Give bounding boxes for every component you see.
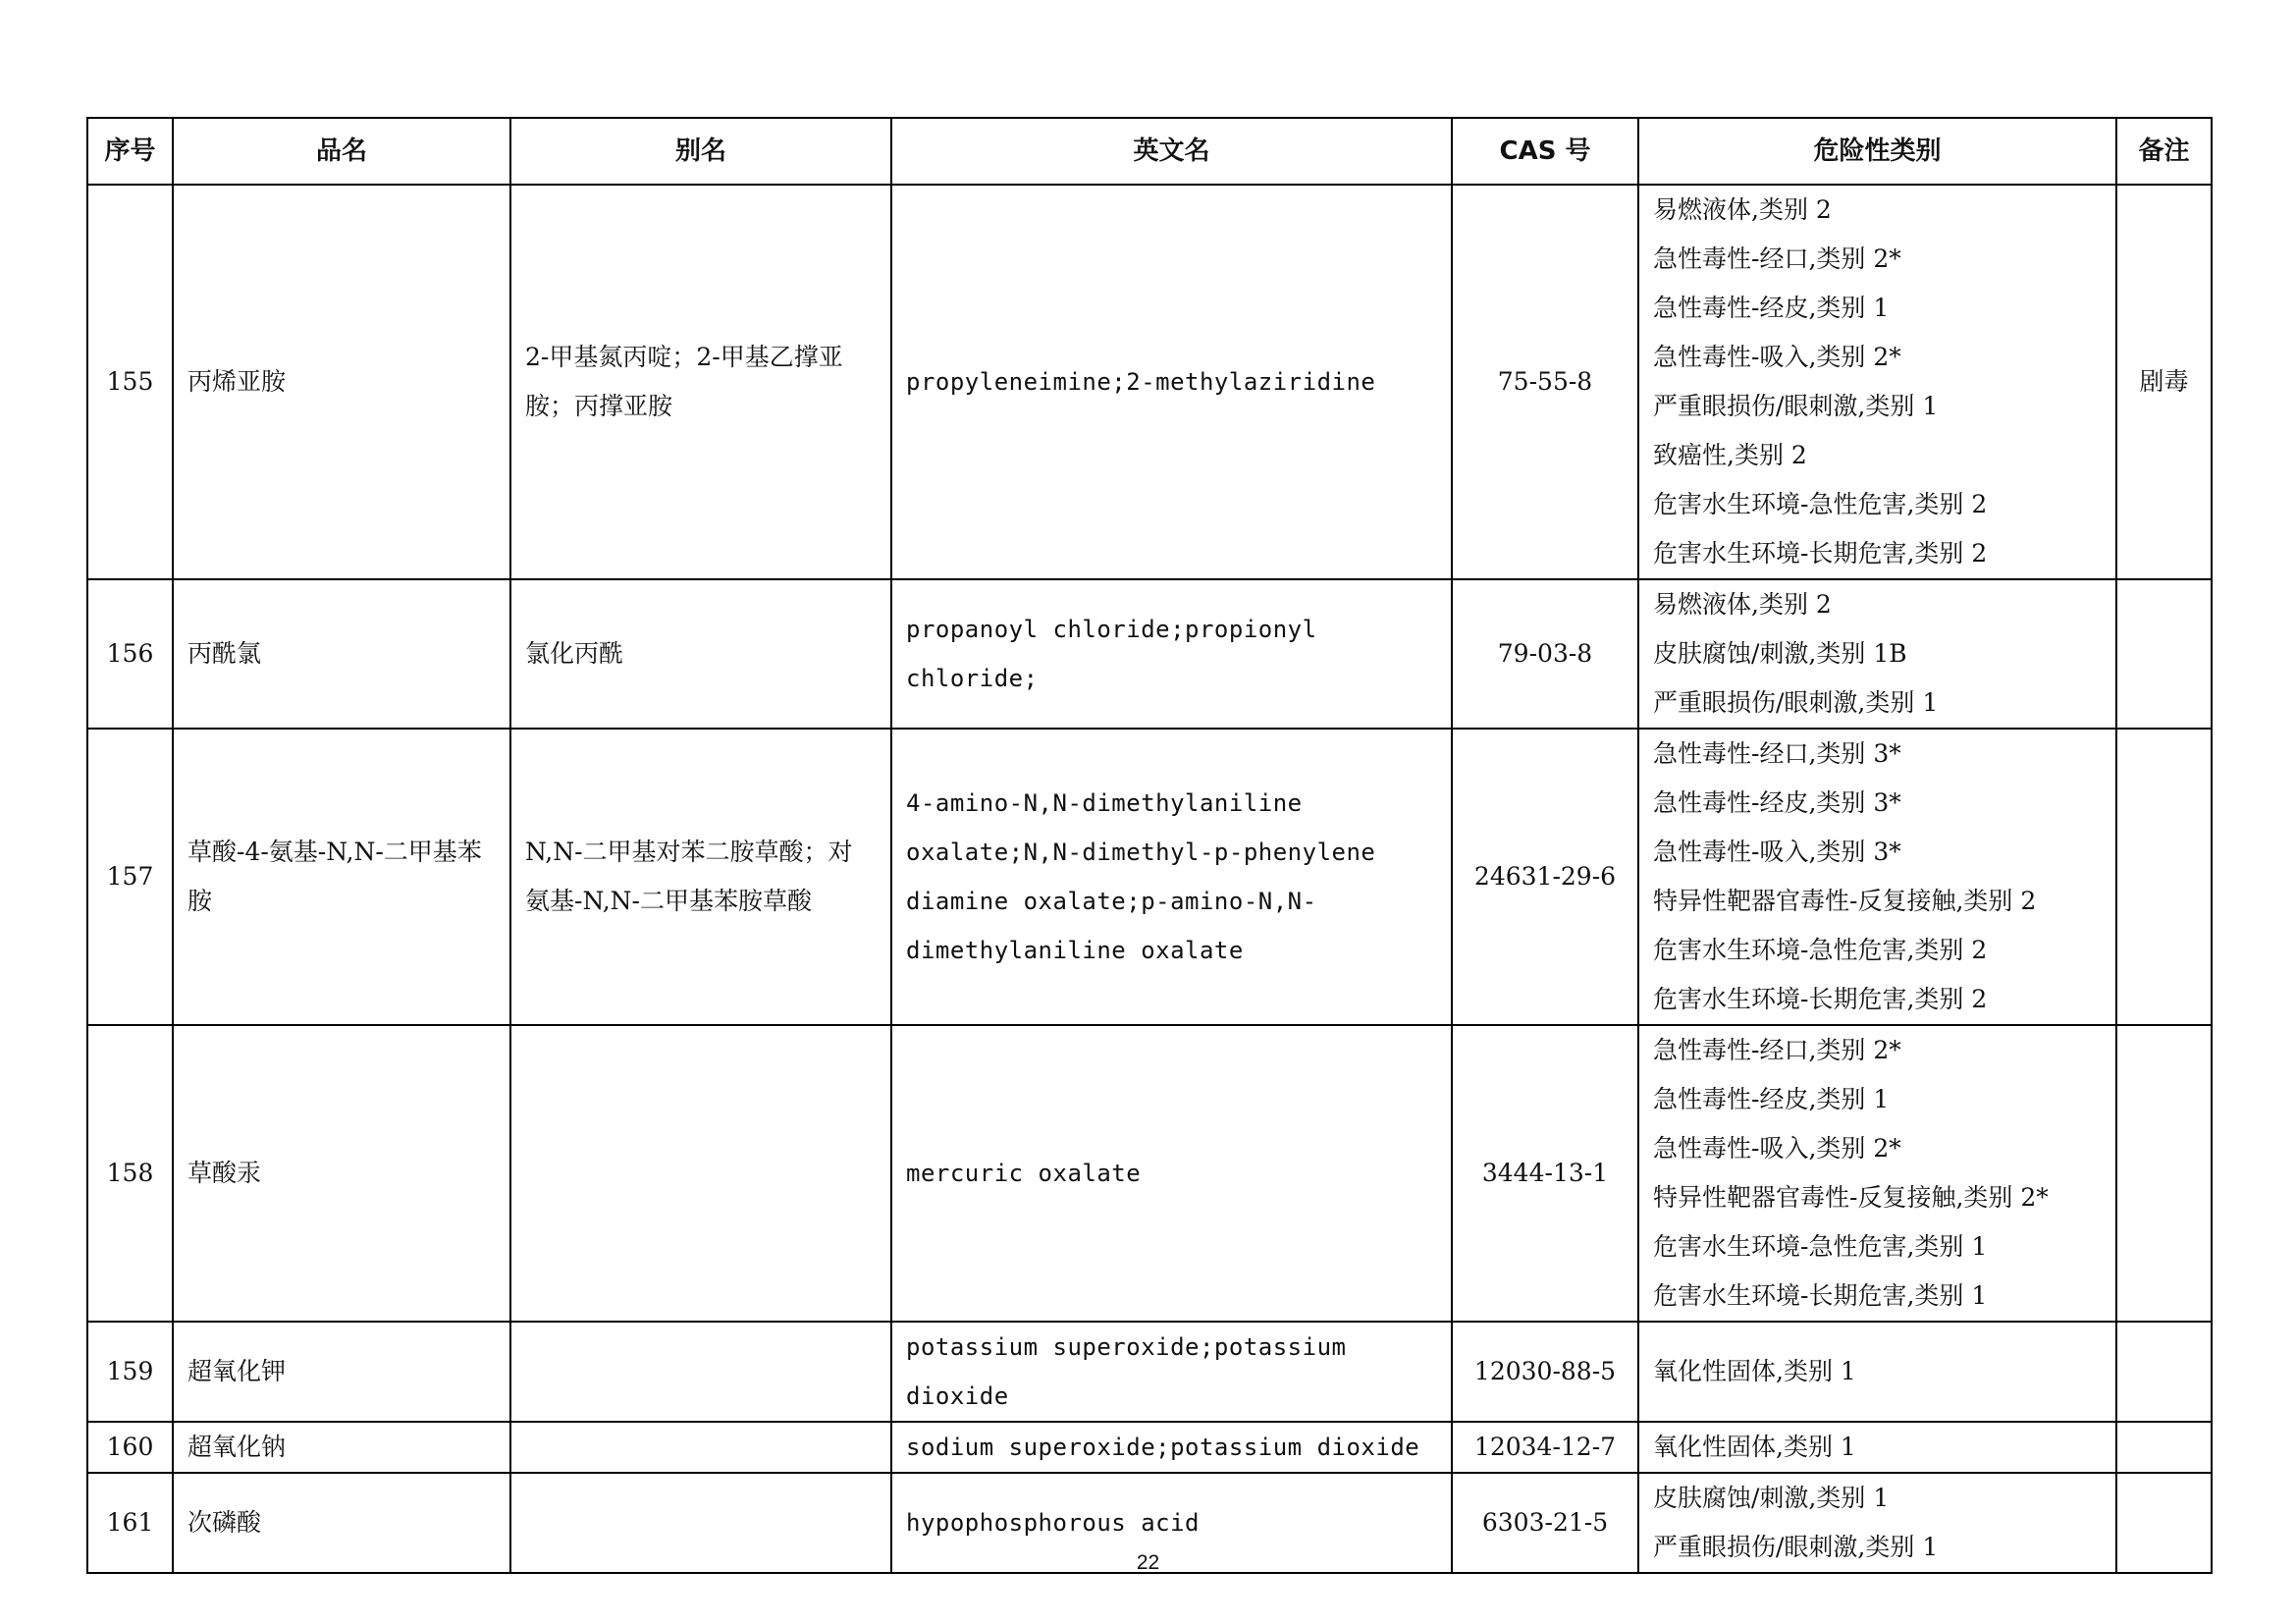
hazard-item: 急性毒性-经皮,类别 1 [1653, 1085, 1890, 1113]
cell-english: potassium superoxide;potassium dioxide [891, 1322, 1452, 1422]
header-hazard: 危险性类别 [1638, 118, 2116, 185]
table-row [87, 185, 2212, 579]
hazard-item: 易燃液体,类别 2 [1653, 195, 1832, 224]
cell-alias: 2-甲基氮丙啶；2-甲基乙撑亚胺；丙撑亚胺 [510, 185, 891, 579]
table-row [87, 1025, 2212, 1322]
cell-note [2116, 579, 2212, 729]
hazard-item: 危害水生环境-长期危害,类别 1 [1653, 1281, 1988, 1310]
table-row [87, 579, 2212, 729]
hazard-item: 危害水生环境-急性危害,类别 2 [1653, 936, 1988, 964]
hazard-item: 急性毒性-经口,类别 2* [1653, 1036, 1901, 1064]
hazard-item: 危害水生环境-长期危害,类别 2 [1653, 539, 1988, 568]
cell-hazard [1638, 729, 2116, 1025]
hazard-item: 严重眼损伤/眼刺激,类别 1 [1653, 688, 1939, 717]
hazard-item: 特异性靶器官毒性-反复接触,类别 2 [1653, 887, 2037, 915]
table-row [87, 1322, 2212, 1422]
cell-name: 草酸汞 [173, 1025, 510, 1322]
cell-english: 4-amino-N,N-dimethylaniline oxalate;N,N-dimethyl-p-phenylene diamine oxalate;p-amino-N,N-dimethylaniline oxalate [891, 729, 1452, 1025]
hazard-item: 致癌性,类别 2 [1653, 441, 1807, 469]
hazard-item: 氧化性固体,类别 1 [1653, 1433, 1856, 1461]
hazard-item: 严重眼损伤/眼刺激,类别 1 [1653, 1533, 1939, 1561]
cell-hazard [1638, 1322, 2116, 1422]
hazard-item: 危害水生环境-急性危害,类别 2 [1653, 490, 1988, 518]
cell-alias [510, 1422, 891, 1473]
header-name: 品名 [173, 118, 510, 185]
cell-alias: N,N-二甲基对苯二胺草酸；对氨基-N,N-二甲基苯胺草酸 [510, 729, 891, 1025]
cell-alias [510, 1322, 891, 1422]
hazard-item: 危害水生环境-急性危害,类别 1 [1653, 1232, 1988, 1261]
header-english: 英文名 [891, 118, 1452, 185]
cell-name: 超氧化钾 [173, 1322, 510, 1422]
chemical-table [86, 117, 2213, 1574]
header-row [87, 118, 2212, 185]
hazard-item: 严重眼损伤/眼刺激,类别 1 [1653, 392, 1939, 420]
header-note: 备注 [2116, 118, 2212, 185]
cell-hazard [1638, 185, 2116, 579]
cell-no: 158 [87, 1025, 173, 1322]
cell-hazard [1638, 1025, 2116, 1322]
cell-no: 161 [87, 1473, 173, 1573]
cell-hazard [1638, 1422, 2116, 1473]
cell-no: 159 [87, 1322, 173, 1422]
hazard-item: 皮肤腐蚀/刺激,类别 1B [1653, 639, 1907, 668]
hazard-item: 急性毒性-经口,类别 3* [1653, 739, 1901, 768]
cell-no: 155 [87, 185, 173, 579]
cell-cas: 3444-13-1 [1452, 1025, 1638, 1322]
header-cas: CAS 号 [1452, 118, 1638, 185]
cell-no: 156 [87, 579, 173, 729]
cell-cas: 75-55-8 [1452, 185, 1638, 579]
hazard-item: 危害水生环境-长期危害,类别 2 [1653, 985, 1988, 1013]
hazard-item: 氧化性固体,类别 1 [1653, 1357, 1856, 1385]
cell-name: 草酸-4-氨基-N,N-二甲基苯胺 [173, 729, 510, 1025]
hazard-item: 急性毒性-吸入,类别 2* [1653, 1134, 1901, 1163]
hazard-item: 急性毒性-吸入,类别 2* [1653, 343, 1901, 371]
table-row [87, 1422, 2212, 1473]
cell-hazard [1638, 579, 2116, 729]
cell-name: 丙烯亚胺 [173, 185, 510, 579]
cell-english: sodium superoxide;potassium dioxide [891, 1422, 1452, 1473]
header-no: 序号 [87, 118, 173, 185]
cell-english: mercuric oxalate [891, 1025, 1452, 1322]
cell-note: 剧毒 [2116, 185, 2212, 579]
cell-cas: 12030-88-5 [1452, 1322, 1638, 1422]
table-row [87, 729, 2212, 1025]
cell-alias: 氯化丙酰 [510, 579, 891, 729]
cell-cas: 12034-12-7 [1452, 1422, 1638, 1473]
cell-name: 次磷酸 [173, 1473, 510, 1573]
hazard-item: 急性毒性-吸入,类别 3* [1653, 838, 1901, 866]
cell-note [2116, 1422, 2212, 1473]
cell-english: propanoyl chloride;propionyl chloride; [891, 579, 1452, 729]
hazard-item: 急性毒性-经皮,类别 1 [1653, 294, 1890, 322]
hazard-item: 易燃液体,类别 2 [1653, 590, 1832, 619]
cell-english: propyleneimine;2-methylaziridine [891, 185, 1452, 579]
page-number: 22 [1136, 1551, 1160, 1574]
hazard-item: 皮肤腐蚀/刺激,类别 1 [1653, 1484, 1890, 1512]
hazard-item: 急性毒性-经皮,类别 3* [1653, 788, 1901, 817]
cell-name: 丙酰氯 [173, 579, 510, 729]
cell-cas: 79-03-8 [1452, 579, 1638, 729]
cell-cas: 6303-21-5 [1452, 1473, 1638, 1573]
cell-note [2116, 1025, 2212, 1322]
cell-note [2116, 1322, 2212, 1422]
header-alias: 别名 [510, 118, 891, 185]
hazard-item: 急性毒性-经口,类别 2* [1653, 244, 1901, 273]
cell-alias [510, 1025, 891, 1322]
hazard-item: 特异性靶器官毒性-反复接触,类别 2* [1653, 1183, 2049, 1212]
cell-no: 160 [87, 1422, 173, 1473]
cell-english: hypophosphorous acid [891, 1473, 1452, 1573]
cell-cas: 24631-29-6 [1452, 729, 1638, 1025]
cell-name: 超氧化钠 [173, 1422, 510, 1473]
cell-note [2116, 729, 2212, 1025]
cell-no: 157 [87, 729, 173, 1025]
